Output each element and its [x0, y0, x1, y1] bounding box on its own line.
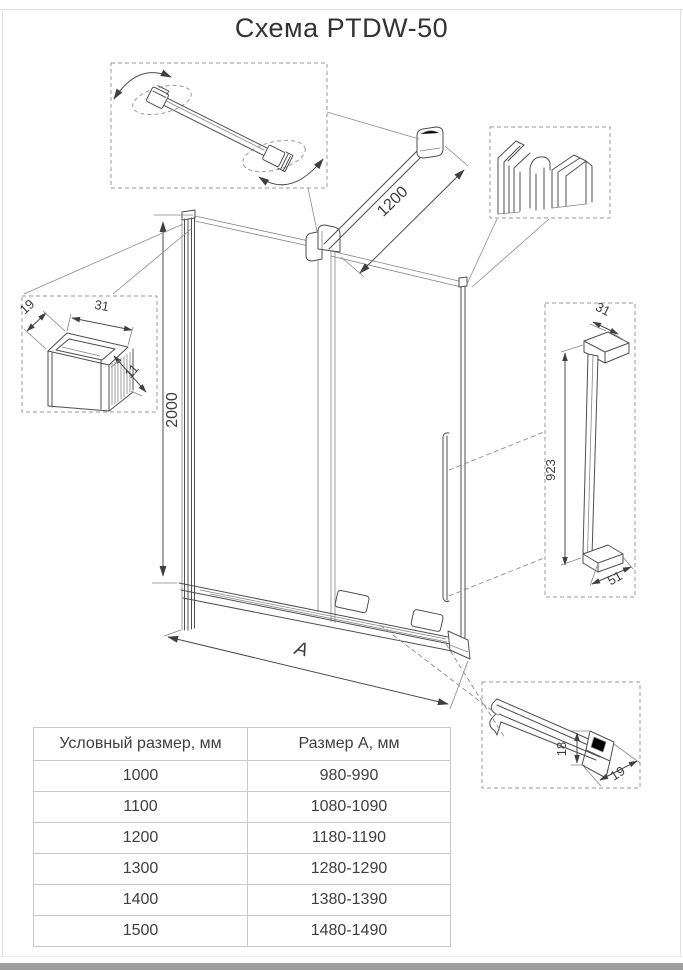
size-a-cell: 1180-1190: [248, 823, 451, 854]
nominal-size-cell: 1100: [34, 792, 248, 823]
dim-handle-width: 31: [593, 299, 613, 319]
size-a-cell: 1380-1390: [248, 885, 451, 916]
header-size-a: Размер А, мм: [248, 728, 451, 761]
fixed-glass-panel: [195, 216, 318, 612]
leader-lines: [24, 112, 549, 738]
table-row: [34, 761, 451, 792]
size-a-cell: 1280-1290: [248, 854, 451, 885]
door-handle: [443, 433, 449, 602]
header-nominal-size: Условный размер, мм: [34, 728, 248, 761]
detail-bottom-rail: [482, 682, 640, 788]
dim-wall-profile-width: 31: [93, 296, 111, 315]
nominal-size-cell: 1500: [34, 916, 248, 947]
size-table: [33, 727, 451, 947]
table-row: [34, 823, 451, 854]
table-row: [34, 916, 451, 947]
dim-rail-depth: 19: [607, 762, 628, 784]
dim-rail-height: 18: [554, 741, 569, 757]
nominal-size-cell: 1000: [34, 761, 248, 792]
dim-handle-height: 923: [543, 459, 558, 481]
size-a-cell: 1480-1490: [248, 916, 451, 947]
support-bar: [324, 127, 443, 249]
detail-top-profile: [490, 127, 610, 218]
dim-door-height: 2000: [164, 392, 181, 428]
table-row: [34, 854, 451, 885]
dim-handle-foot: 51: [604, 567, 625, 589]
table-row: [34, 792, 451, 823]
size-a-cell: 1080-1090: [248, 792, 451, 823]
nominal-size-cell: 1400: [34, 885, 248, 916]
dim-bar-length: 1200: [374, 183, 412, 221]
detail-handle: [543, 299, 635, 597]
nominal-size-cell: 1300: [34, 854, 248, 885]
detail-wall-profile: [17, 296, 157, 412]
nominal-size-cell: 1200: [34, 823, 248, 854]
detail-rotating-bar: [111, 63, 327, 188]
dim-wall-profile-depth: 19: [16, 296, 38, 318]
table-row: [34, 885, 451, 916]
table-header-row: [34, 728, 451, 761]
size-a-cell: 980-990: [248, 761, 451, 792]
dim-wall-profile-seal: 11: [121, 360, 142, 382]
dim-width-label: A: [292, 637, 311, 662]
wall-profile: [182, 210, 195, 630]
page-title: Схема PTDW-50: [234, 13, 449, 43]
